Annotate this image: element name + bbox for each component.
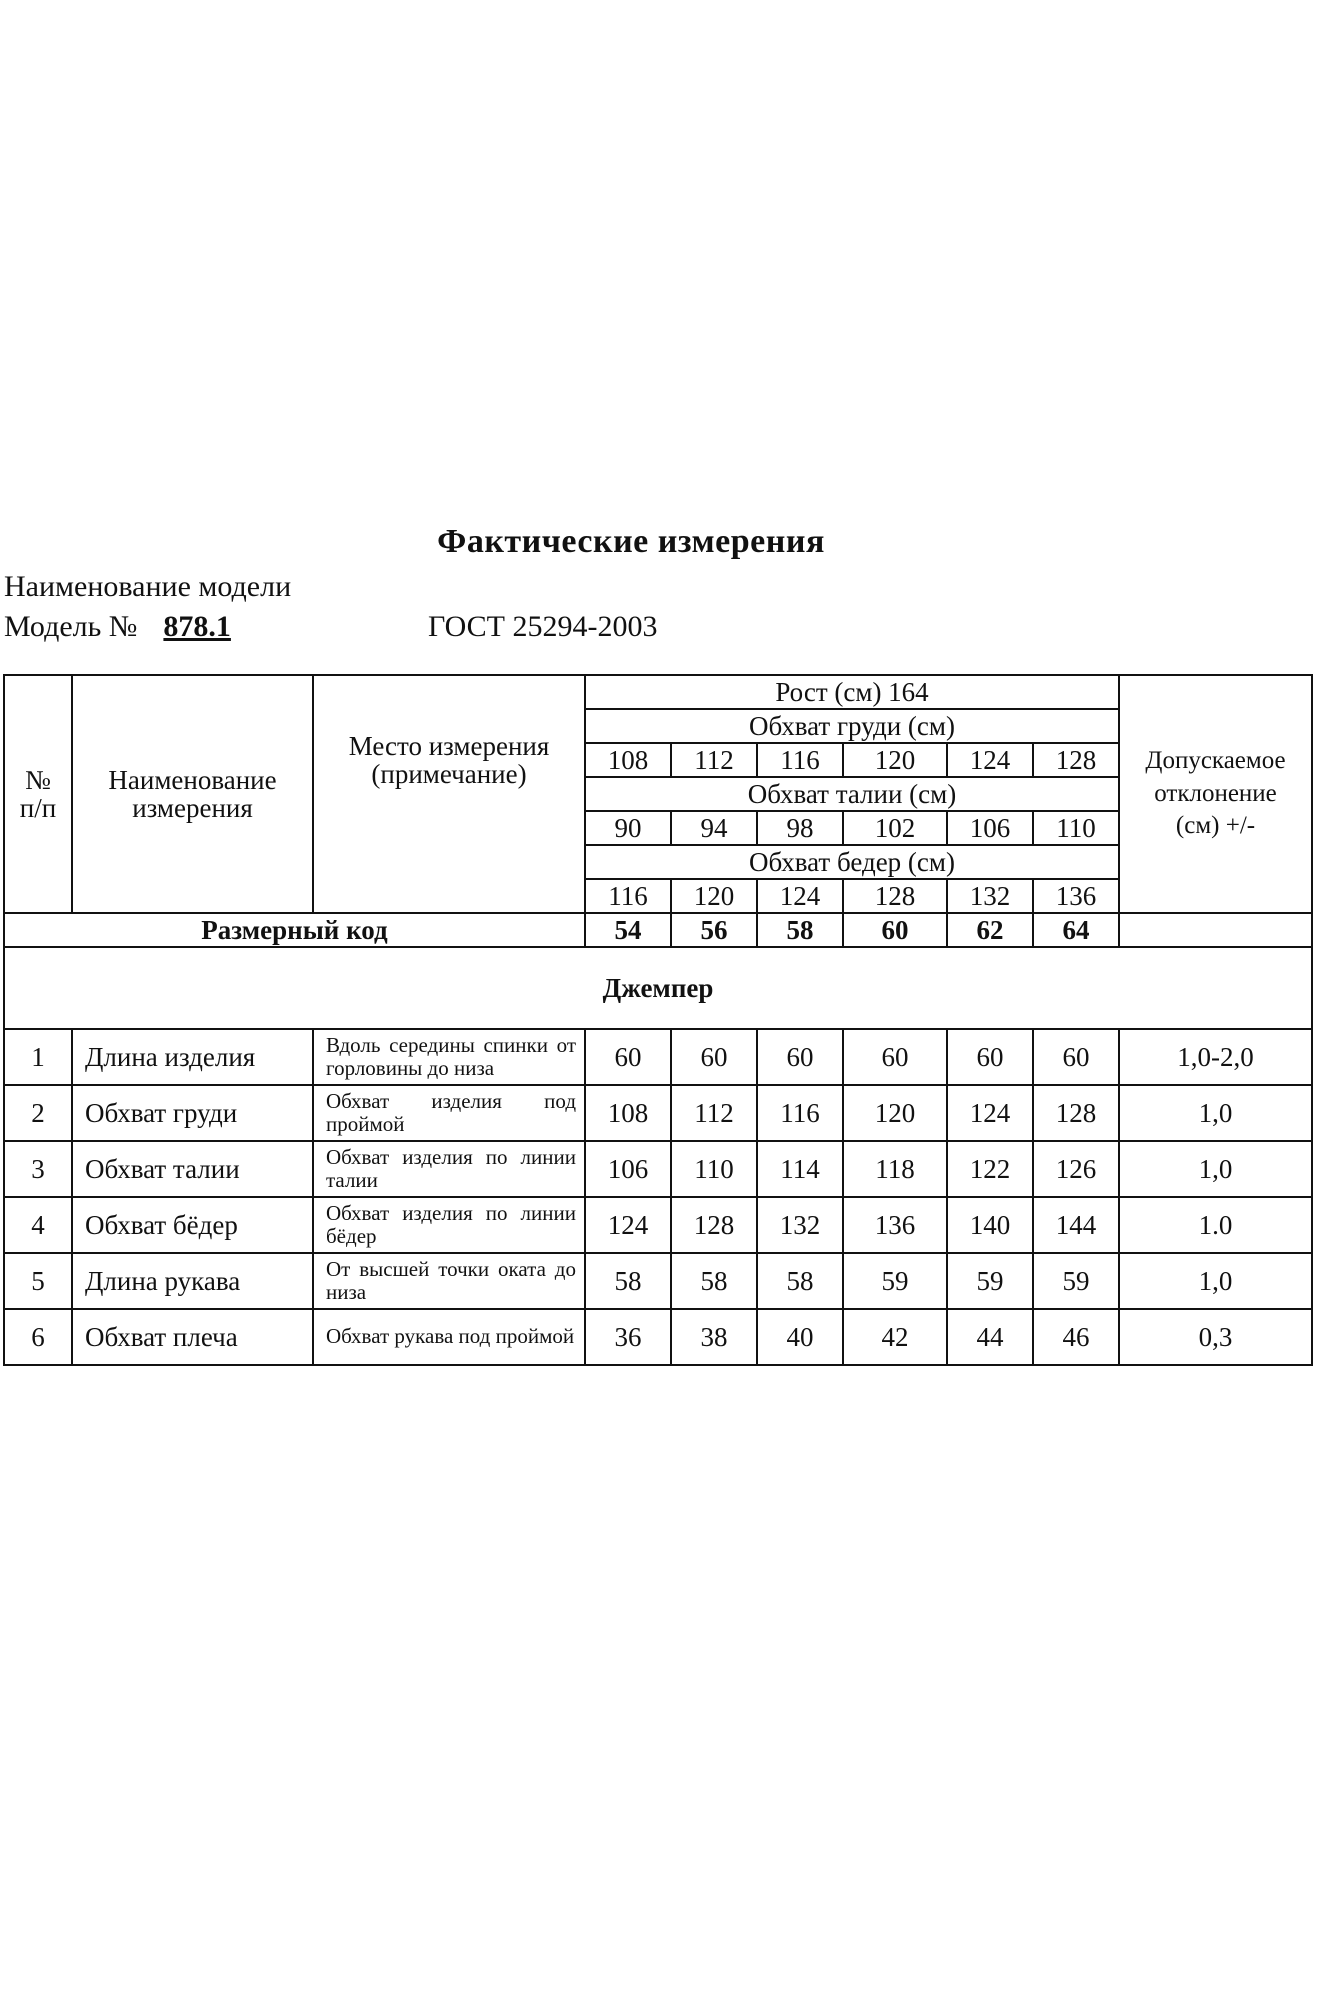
- size-code: 62: [947, 913, 1033, 947]
- row-value: 126: [1033, 1141, 1119, 1197]
- row-value: 46: [1033, 1309, 1119, 1365]
- row-note: Обхват рукава под проймой: [313, 1309, 585, 1365]
- row-value: 118: [843, 1141, 947, 1197]
- row-note: От высшей точки оката до низа: [313, 1253, 585, 1309]
- row-value: 106: [585, 1141, 671, 1197]
- hips-value: 120: [671, 879, 757, 913]
- header-place: Место измерения (примечание): [313, 675, 585, 913]
- row-value: 60: [671, 1029, 757, 1085]
- row-value: 122: [947, 1141, 1033, 1197]
- measurements-table: [3, 674, 1313, 1366]
- row-value: 60: [947, 1029, 1033, 1085]
- chest-value: 120: [843, 743, 947, 777]
- row-value: 140: [947, 1197, 1033, 1253]
- row-value: 116: [757, 1085, 843, 1141]
- row-value: 42: [843, 1309, 947, 1365]
- row-value: 44: [947, 1309, 1033, 1365]
- row-tolerance: 1,0-2,0: [1119, 1029, 1312, 1085]
- row-no: 1: [4, 1029, 72, 1085]
- chest-value: 112: [671, 743, 757, 777]
- table-row: [4, 1141, 1312, 1197]
- row-tolerance: 0,3: [1119, 1309, 1312, 1365]
- size-code: 58: [757, 913, 843, 947]
- header-chest: Обхват груди (см): [585, 709, 1119, 743]
- row-value: 144: [1033, 1197, 1119, 1253]
- row-value: 60: [843, 1029, 947, 1085]
- row-value: 108: [585, 1085, 671, 1141]
- chest-value: 108: [585, 743, 671, 777]
- table-row: [4, 1197, 1312, 1253]
- hips-value: 124: [757, 879, 843, 913]
- row-note: Вдоль середины спинки от горловины до низа: [313, 1029, 585, 1085]
- row-name: Длина изделия: [72, 1029, 313, 1085]
- header-height: Рост (см) 164: [585, 675, 1119, 709]
- table-row: [4, 1253, 1312, 1309]
- row-value: 124: [947, 1085, 1033, 1141]
- row-value: 36: [585, 1309, 671, 1365]
- row-no: 4: [4, 1197, 72, 1253]
- row-value: 136: [843, 1197, 947, 1253]
- header-name: Наименование измерения: [72, 675, 313, 913]
- row-value: 128: [1033, 1085, 1119, 1141]
- size-code-label: Размерный код: [4, 913, 585, 947]
- hips-value: 128: [843, 879, 947, 913]
- section-title: Джемпер: [4, 947, 1312, 1029]
- size-code: 54: [585, 913, 671, 947]
- header-waist: Обхват талии (см): [585, 777, 1119, 811]
- row-value: 40: [757, 1309, 843, 1365]
- header-no: № п/п: [4, 675, 72, 913]
- model-label: Модель №: [4, 610, 138, 643]
- row-tolerance: 1,0: [1119, 1253, 1312, 1309]
- row-no: 6: [4, 1309, 72, 1365]
- row-value: 60: [585, 1029, 671, 1085]
- hips-value: 132: [947, 879, 1033, 913]
- table-row: [4, 1085, 1312, 1141]
- row-value: 112: [671, 1085, 757, 1141]
- waist-value: 90: [585, 811, 671, 845]
- hips-value: 116: [585, 879, 671, 913]
- row-no: 5: [4, 1253, 72, 1309]
- row-value: 59: [947, 1253, 1033, 1309]
- size-code: 64: [1033, 913, 1119, 947]
- row-name: Длина рукава: [72, 1253, 313, 1309]
- row-value: 38: [671, 1309, 757, 1365]
- header-hips: Обхват бедер (см): [585, 845, 1119, 879]
- waist-value: 106: [947, 811, 1033, 845]
- row-name: Обхват талии: [72, 1141, 313, 1197]
- model-line: [4, 610, 249, 644]
- row-value: 60: [757, 1029, 843, 1085]
- row-tolerance: 1,0: [1119, 1085, 1312, 1141]
- size-code: 60: [843, 913, 947, 947]
- row-value: 58: [757, 1253, 843, 1309]
- row-value: 58: [585, 1253, 671, 1309]
- table-row: [4, 1029, 1312, 1085]
- model-name-label: Наименование модели: [4, 570, 292, 603]
- header-tolerance: Допускаемое отклонение (см) +/-: [1119, 675, 1312, 913]
- model-number: 878.1: [163, 610, 231, 643]
- row-value: 124: [585, 1197, 671, 1253]
- row-value: 59: [1033, 1253, 1119, 1309]
- row-name: Обхват бёдер: [72, 1197, 313, 1253]
- row-name: Обхват груди: [72, 1085, 313, 1141]
- row-value: 59: [843, 1253, 947, 1309]
- row-note: Обхват изделия по линии бёдер: [313, 1197, 585, 1253]
- page-title: Фактические измерения: [437, 523, 825, 560]
- row-value: 128: [671, 1197, 757, 1253]
- waist-value: 102: [843, 811, 947, 845]
- row-name: Обхват плеча: [72, 1309, 313, 1365]
- row-note: Обхват изделия под проймой: [313, 1085, 585, 1141]
- row-tolerance: 1.0: [1119, 1197, 1312, 1253]
- hips-value: 136: [1033, 879, 1119, 913]
- table-row: [4, 1309, 1312, 1365]
- chest-value: 128: [1033, 743, 1119, 777]
- row-value: 132: [757, 1197, 843, 1253]
- row-note: Обхват изделия по линии талии: [313, 1141, 585, 1197]
- row-value: 114: [757, 1141, 843, 1197]
- waist-value: 110: [1033, 811, 1119, 845]
- size-code-empty: [1119, 913, 1312, 947]
- row-value: 60: [1033, 1029, 1119, 1085]
- chest-value: 124: [947, 743, 1033, 777]
- row-no: 2: [4, 1085, 72, 1141]
- chest-value: 116: [757, 743, 843, 777]
- row-value: 120: [843, 1085, 947, 1141]
- row-tolerance: 1,0: [1119, 1141, 1312, 1197]
- size-code: 56: [671, 913, 757, 947]
- waist-value: 98: [757, 811, 843, 845]
- row-no: 3: [4, 1141, 72, 1197]
- row-value: 110: [671, 1141, 757, 1197]
- row-value: 58: [671, 1253, 757, 1309]
- waist-value: 94: [671, 811, 757, 845]
- gost-standard: ГОСТ 25294-2003: [428, 610, 658, 643]
